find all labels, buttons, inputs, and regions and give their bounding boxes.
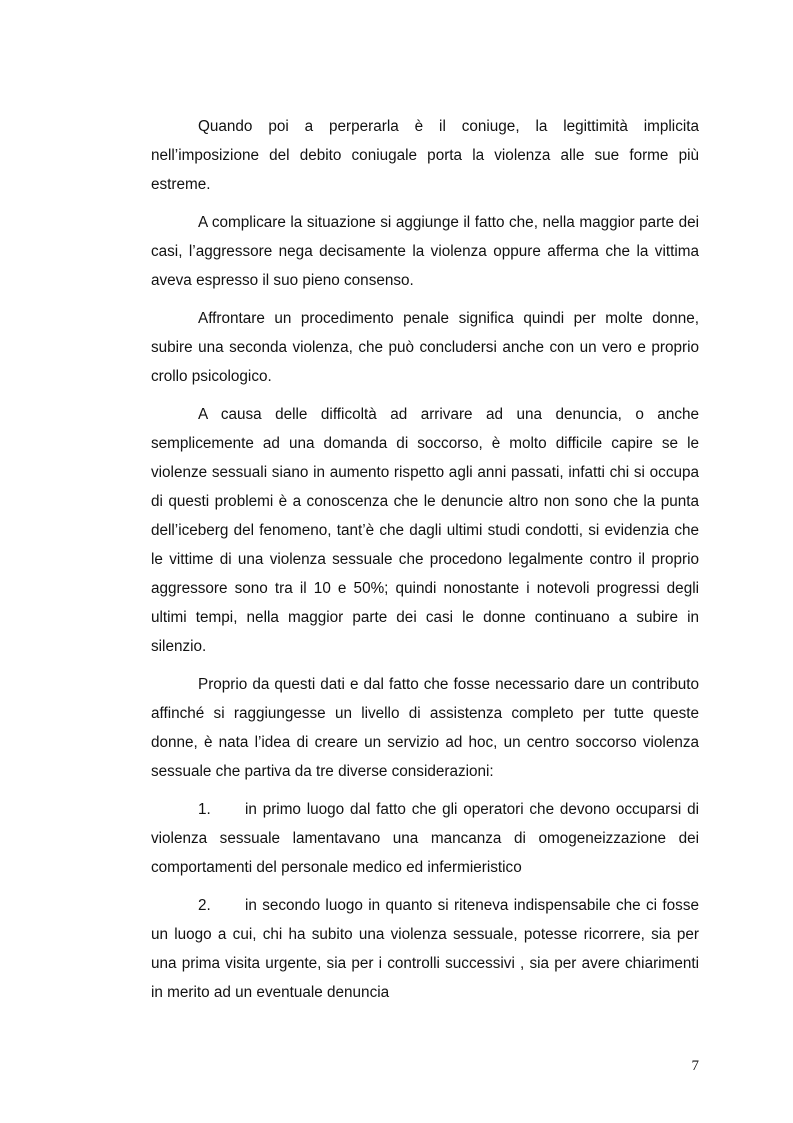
list-item-text: in secondo luogo in quanto si riteneva indispensabile che ci fosse un luogo a cui, chi ha subito una violenza sessuale, potesse ricorrere, sia per una prima visita urgente, sia per i controlli successivi , sia per avere chiarimenti in merito ad un eventuale denuncia [151, 897, 699, 1001]
list-item-number: 1. [198, 801, 211, 818]
paragraph-3: Affrontare un procedimento penale significa quindi per molte donne, subire una seconda violenza, che può concludersi anche con un vero e proprio crollo psicologico. [151, 310, 699, 385]
paragraph-5: Proprio da questi dati e dal fatto che fosse necessario dare un contributo affinché si raggiungesse un livello di assistenza completo per tutte queste donne, è nata l’idea di creare un servizio ad hoc, un centro soccorso violenza sessuale che partiva da tre diverse considerazioni: [151, 676, 699, 780]
paragraph-2: A complicare la situazione si aggiunge il fatto che, nella maggior parte dei casi, l’aggressore nega decisamente la violenza oppure afferma che la vittima aveva espresso il suo pieno consenso. [151, 214, 699, 289]
list-item-number: 2. [198, 897, 211, 914]
page-number: 7 [691, 1058, 699, 1074]
list-item-1 [151, 795, 699, 882]
list-item-text: in primo luogo dal fatto che gli operatori che devono occuparsi di violenza sessuale lamentavano una mancanza di omogeneizzazione dei comportamenti del personale medico ed infermieristico [151, 801, 699, 876]
list-item-2 [151, 891, 699, 1007]
page-body [151, 112, 699, 1016]
paragraph-1: Quando poi a perperarla è il coniuge, la legittimità implicita nell’imposizione del debito coniugale porta la violenza alle sue forme più estreme. [151, 118, 699, 193]
paragraph-4: A causa delle difficoltà ad arrivare ad una denuncia, o anche semplicemente ad una domanda di soccorso, è molto difficile capire se le violenze sessuali siano in aumento rispetto agli anni passati, infatti chi si occupa di questi problemi è a conoscenza che le denuncie altro non sono che la punta dell’iceberg del fenomeno, tant’è che dagli ultimi studi condotti, si evidenzia che le vittime di una violenza sessuale che procedono legalmente contro il proprio aggressore sono tra il 10 e 50%; quindi nonostante i notevoli progressi degli ultimi tempi, nella maggior parte dei casi le donne continuano a subire in silenzio. [151, 406, 699, 655]
